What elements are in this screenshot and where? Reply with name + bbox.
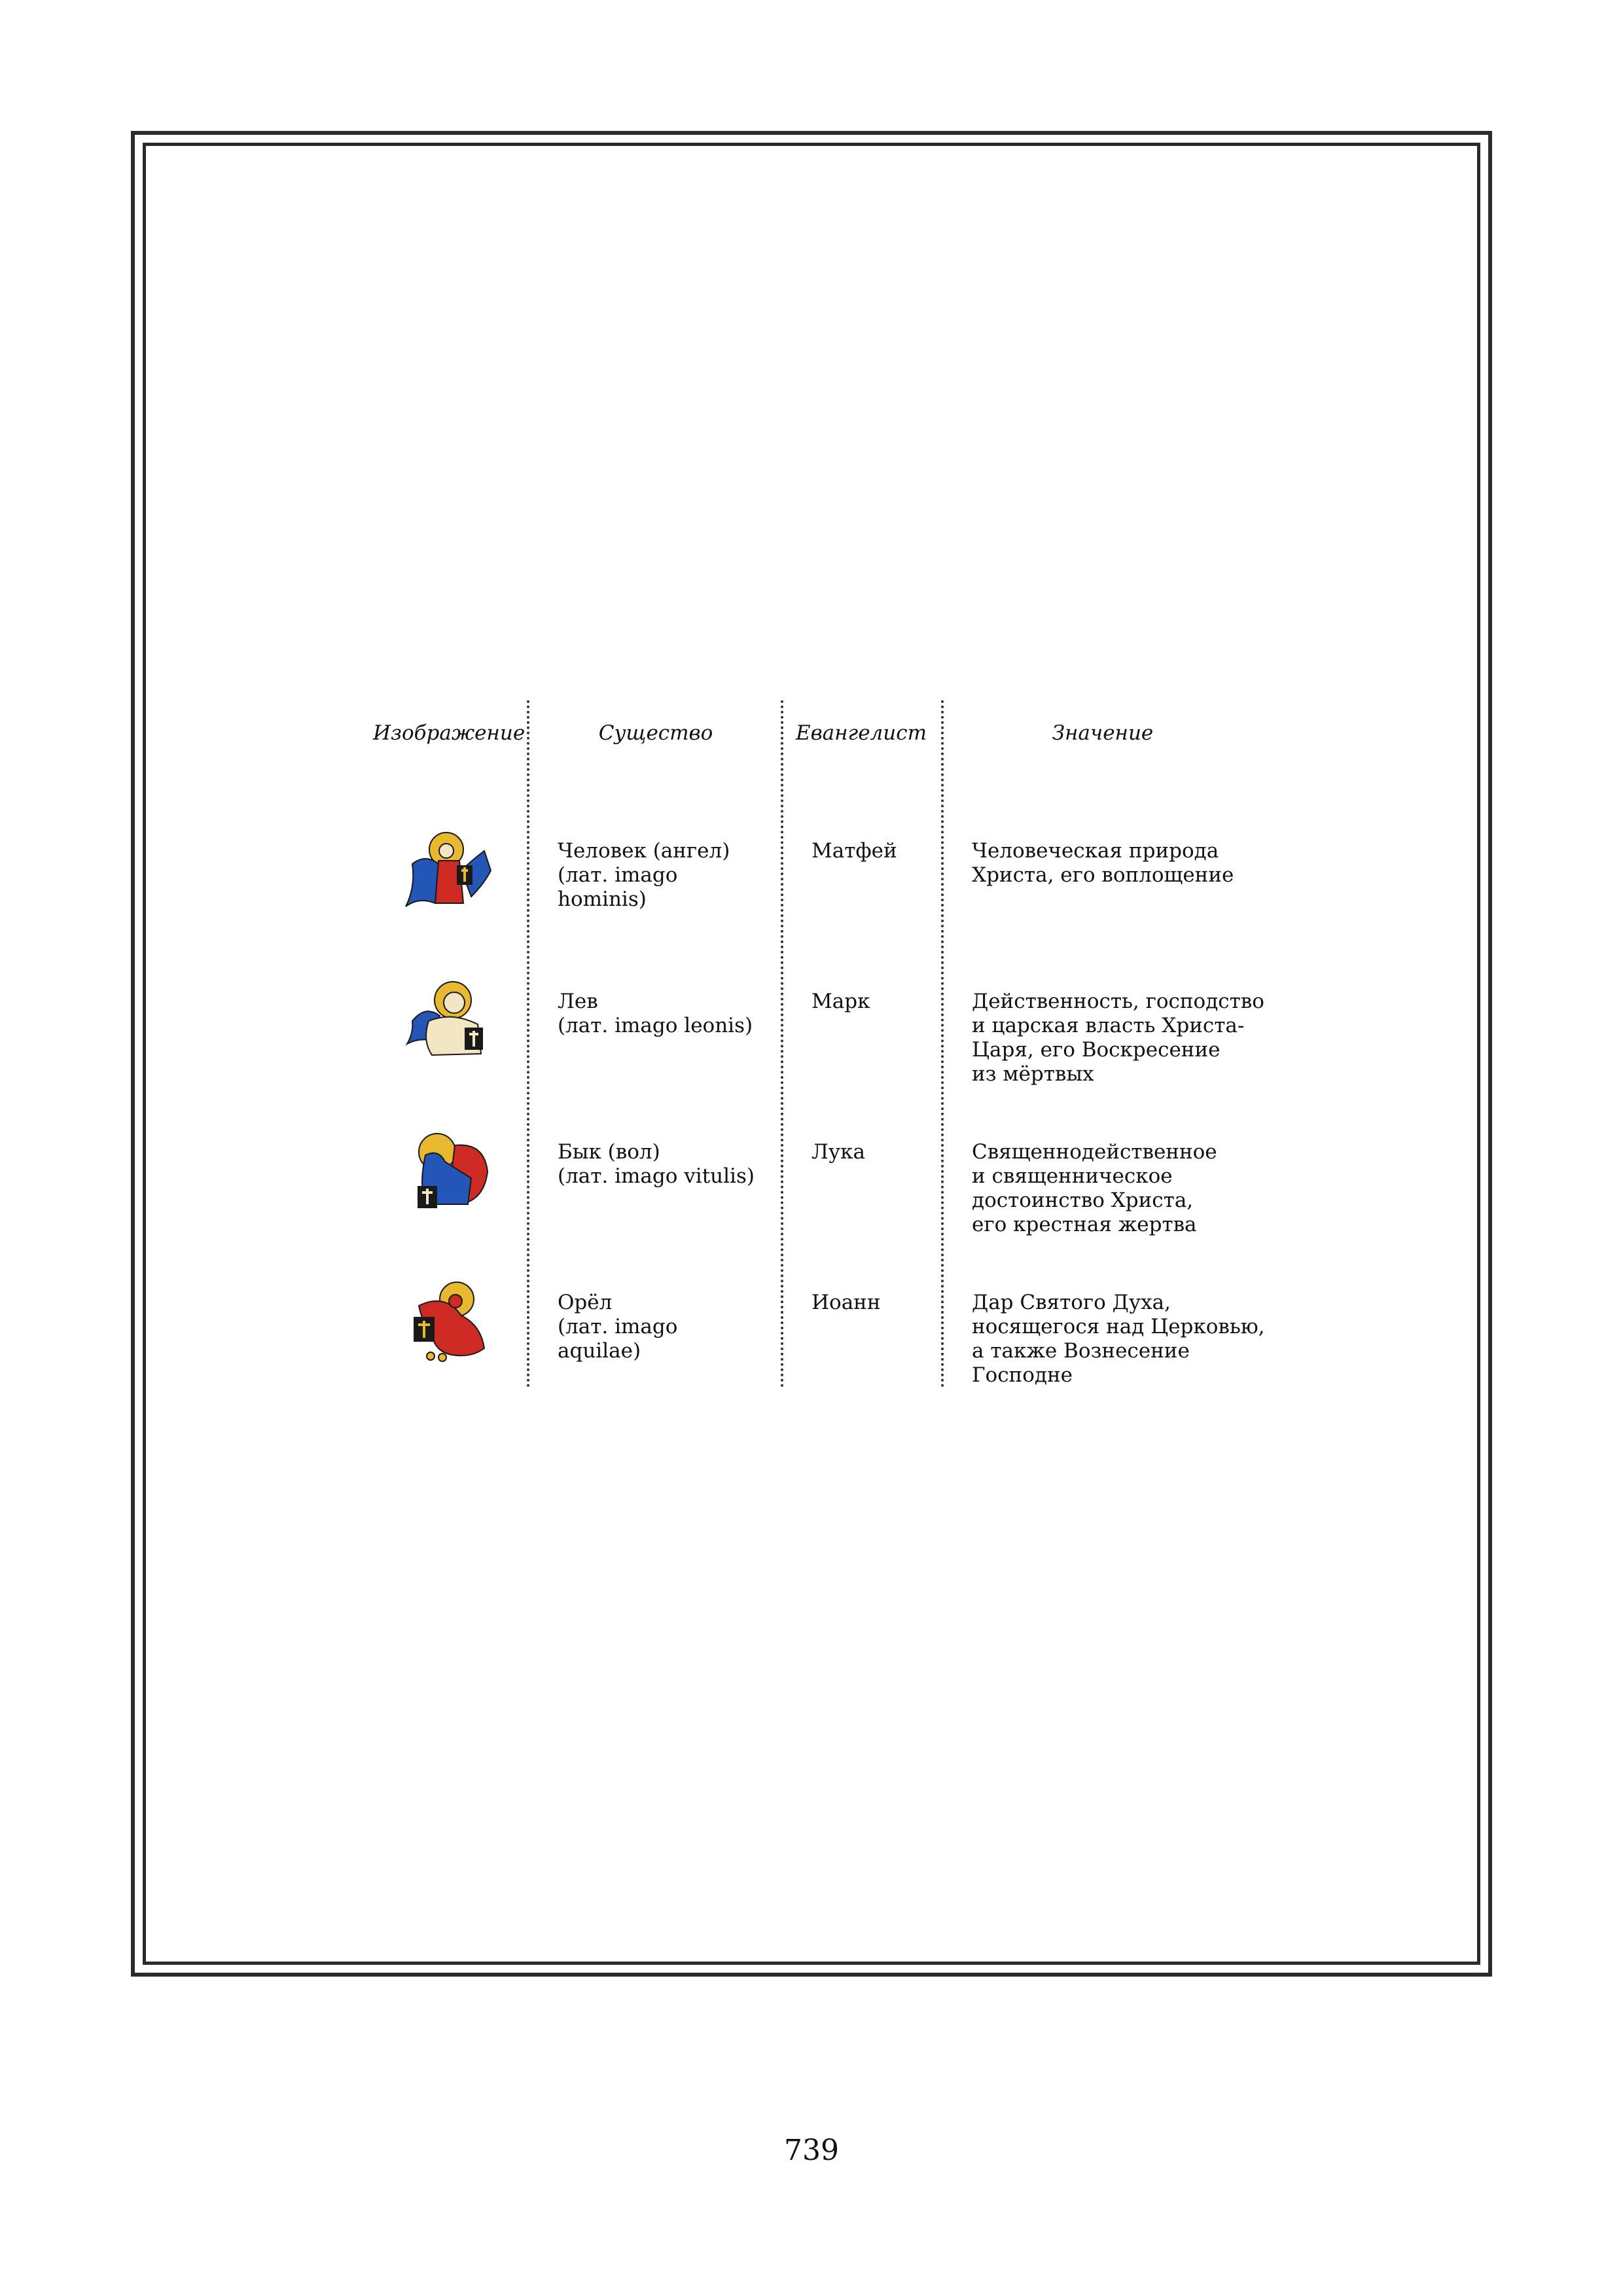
row-creature: Человек (ангел) (лат. imago hominis) xyxy=(558,839,730,911)
row-meaning: Священнодейственное и священническое достоинство Христа, его крестная жертва xyxy=(972,1140,1217,1236)
row-creature: Орёл (лат. imago aquilae) xyxy=(558,1291,678,1363)
column-divider xyxy=(527,700,529,1388)
row-creature: Бык (вол) (лат. imago vitulis) xyxy=(558,1140,755,1188)
header-evangelist: Евангелист xyxy=(795,721,927,745)
row-meaning: Дар Святого Духа, носящегося над Церковью, а также Вознесение Господне xyxy=(972,1291,1265,1387)
eagle-evangelist-emblem-icon xyxy=(399,1276,497,1368)
column-divider xyxy=(781,700,783,1388)
row-meaning: Действенность, господство и царская власть Христа- Царя, его Воскресение из мёртвых xyxy=(972,990,1264,1086)
lion-evangelist-emblem-icon xyxy=(399,975,497,1067)
row-creature: Лев (лат. imago leonis) xyxy=(558,990,753,1037)
row-evangelist: Матфей xyxy=(812,839,897,863)
row-evangelist: Лука xyxy=(812,1140,865,1164)
header-meaning: Значение xyxy=(1052,721,1154,745)
page-number: 739 xyxy=(784,2134,839,2167)
header-image: Изображение xyxy=(373,721,526,745)
row-evangelist: Иоанн xyxy=(812,1291,881,1314)
row-meaning: Человеческая природа Христа, его воплощение xyxy=(972,839,1234,887)
angel-evangelist-emblem-icon xyxy=(399,825,497,916)
column-divider xyxy=(941,700,944,1388)
ox-evangelist-emblem-icon xyxy=(399,1126,497,1217)
header-creature: Существо xyxy=(598,721,713,745)
row-evangelist: Марк xyxy=(812,990,870,1013)
